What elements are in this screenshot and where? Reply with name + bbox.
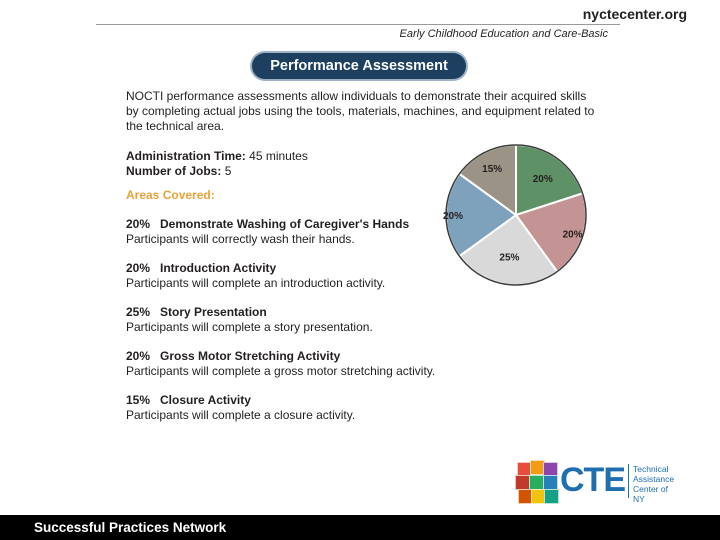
area-description: Participants will complete a closure activity. bbox=[126, 408, 356, 422]
area-description: Participants will correctly wash their hands. bbox=[126, 232, 355, 246]
logo-divider bbox=[628, 464, 629, 498]
pie-slice-label: 20% bbox=[442, 211, 464, 222]
area-title: Demonstrate Washing of Caregiver's Hands bbox=[160, 217, 410, 231]
footer-bar bbox=[0, 515, 720, 540]
performance-assessment-banner: Performance Assessment bbox=[252, 53, 466, 79]
cte-logo-text: CTE bbox=[560, 461, 625, 499]
pie-slice-label: 20% bbox=[562, 229, 583, 241]
pie-slice-label: 15% bbox=[482, 164, 503, 176]
technical-assistance-center-text bbox=[633, 464, 675, 504]
header-rule bbox=[96, 24, 620, 25]
intro-paragraph: NOCTI performance assessments allow individuals to demonstrate their acquired skills by completing actual jobs using the tools, materials, machines, and equipment related to the technical area. bbox=[126, 89, 595, 133]
document-subtitle: Early Childhood Education and Care-Basic bbox=[399, 28, 608, 40]
area-item bbox=[126, 305, 606, 335]
area-percent: 15% bbox=[126, 393, 151, 407]
site-url[interactable]: nyctecenter.org bbox=[582, 6, 687, 22]
logo-line-3: Center of NY bbox=[633, 484, 668, 504]
area-percent: 20% bbox=[126, 217, 151, 231]
area-title: Story Presentation bbox=[160, 305, 267, 319]
area-percent: 25% bbox=[126, 305, 151, 319]
area-title: Closure Activity bbox=[160, 393, 251, 407]
administration-time-value: 45 minutes bbox=[249, 149, 308, 163]
area-description: Participants will complete a story presentation. bbox=[126, 320, 373, 334]
area-description: Participants will complete an introduction activity. bbox=[126, 276, 386, 290]
area-heading bbox=[126, 393, 606, 408]
area-description: Participants will complete a gross motor stretching activity. bbox=[126, 364, 436, 378]
administration-time-label: Administration Time: bbox=[126, 149, 246, 163]
area-title: Gross Motor Stretching Activity bbox=[160, 349, 341, 363]
pie-slice-label: 25% bbox=[499, 252, 520, 264]
logo-line-2: Assistance bbox=[633, 474, 675, 484]
area-percent: 20% bbox=[126, 261, 151, 275]
area-item bbox=[126, 393, 606, 423]
cube-logo-icon bbox=[515, 460, 559, 504]
number-of-jobs-label: Number of Jobs: bbox=[126, 164, 222, 178]
area-heading bbox=[126, 305, 606, 320]
areas-covered-title: Areas Covered: bbox=[126, 188, 215, 202]
number-of-jobs-value: 5 bbox=[224, 164, 232, 178]
cte-logo bbox=[515, 460, 675, 504]
footer-text: Successful Practices Network bbox=[34, 520, 227, 535]
area-percent: 20% bbox=[126, 349, 151, 363]
areas-pie-chart bbox=[436, 143, 606, 293]
area-title: Introduction Activity bbox=[160, 261, 277, 275]
logo-line-1: Technical bbox=[633, 464, 669, 474]
pie-slice-label: 20% bbox=[532, 174, 553, 186]
area-heading bbox=[126, 349, 606, 364]
area-item bbox=[126, 349, 606, 379]
